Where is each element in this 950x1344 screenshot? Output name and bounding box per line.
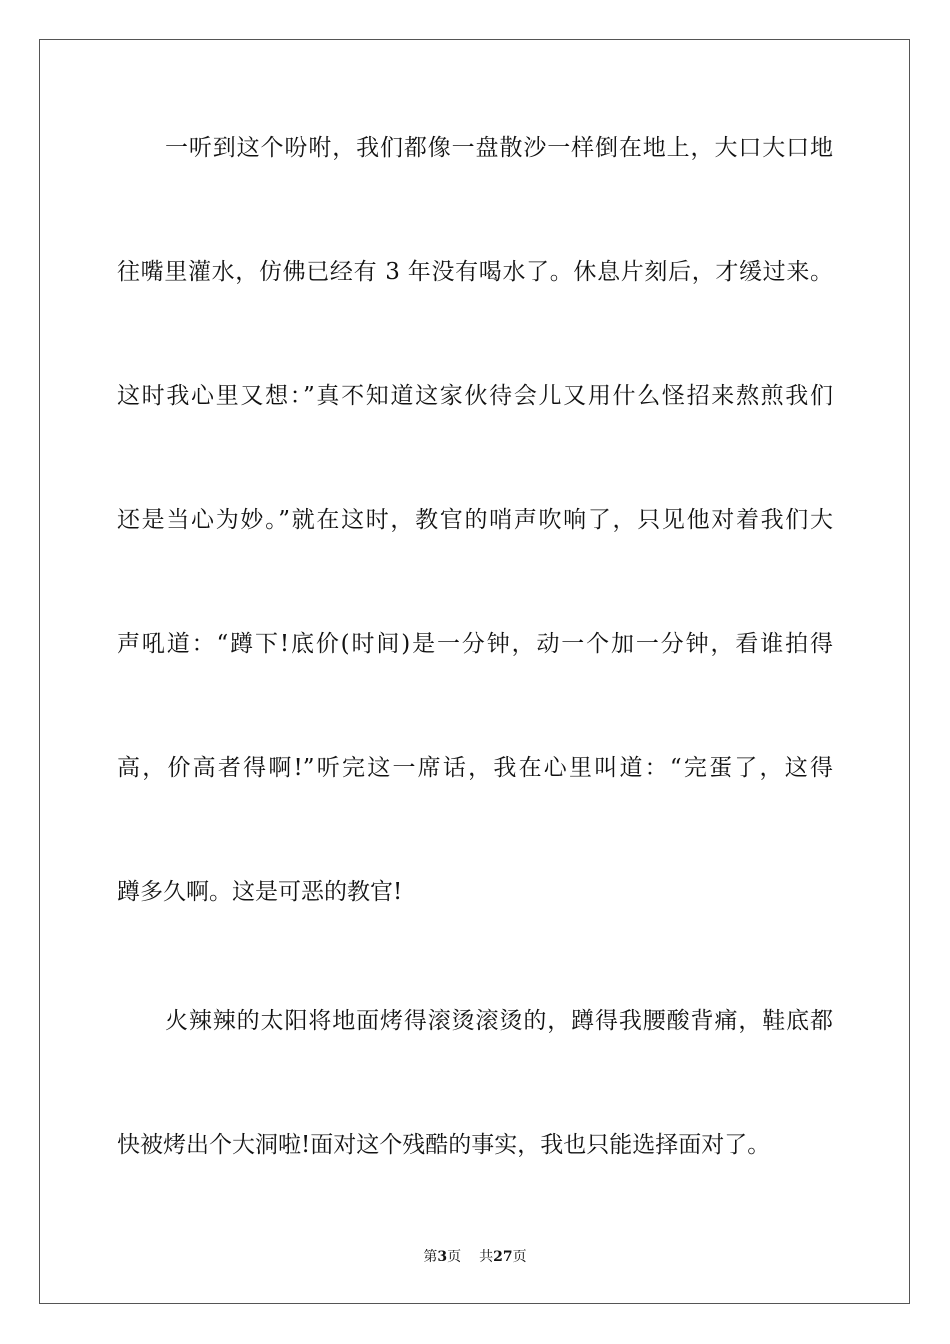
- paragraph-line: 一听到这个吩咐，我们都像一盘散沙一样倒在地上，大口大口地: [165, 135, 833, 161]
- total-prefix: 共: [479, 1249, 494, 1265]
- total-suffix: 页: [512, 1249, 527, 1265]
- page-prefix: 第: [423, 1249, 438, 1265]
- paragraph-line: 往嘴里灌水，仿佛已经有 3 年没有喝水了。休息片刻后，才缓过来。: [117, 259, 833, 285]
- page-footer: [0, 1247, 950, 1267]
- paragraph-line: 蹲多久啊。这是可恶的教官!: [117, 879, 403, 905]
- paragraph-line: 声吼道：“蹲下!底价(时间)是一分钟，动一个加一分钟，看谁拍得: [117, 631, 833, 657]
- paragraph-line: 高，价高者得啊!”听完这一席话，我在心里叫道：“完蛋了，这得: [117, 755, 833, 781]
- page-suffix: 页: [447, 1249, 462, 1265]
- page-number: 3: [437, 1249, 448, 1265]
- paragraph-line: 快被烤出个大洞啦!面对这个残酷的事实，我也只能选择面对了。: [117, 1132, 771, 1158]
- total-pages: 27: [493, 1249, 513, 1265]
- paragraph-line: 这时我心里又想：”真不知道这家伙待会儿又用什么怪招来熬煎我们: [117, 383, 833, 409]
- paragraph-line: 还是当心为妙。”就在这时，教官的哨声吹响了，只见他对着我们大: [117, 507, 833, 533]
- paragraph-line: 火辣辣的太阳将地面烤得滚烫滚烫的，蹲得我腰酸背痛，鞋底都: [165, 1008, 833, 1034]
- page-border: [39, 39, 910, 1304]
